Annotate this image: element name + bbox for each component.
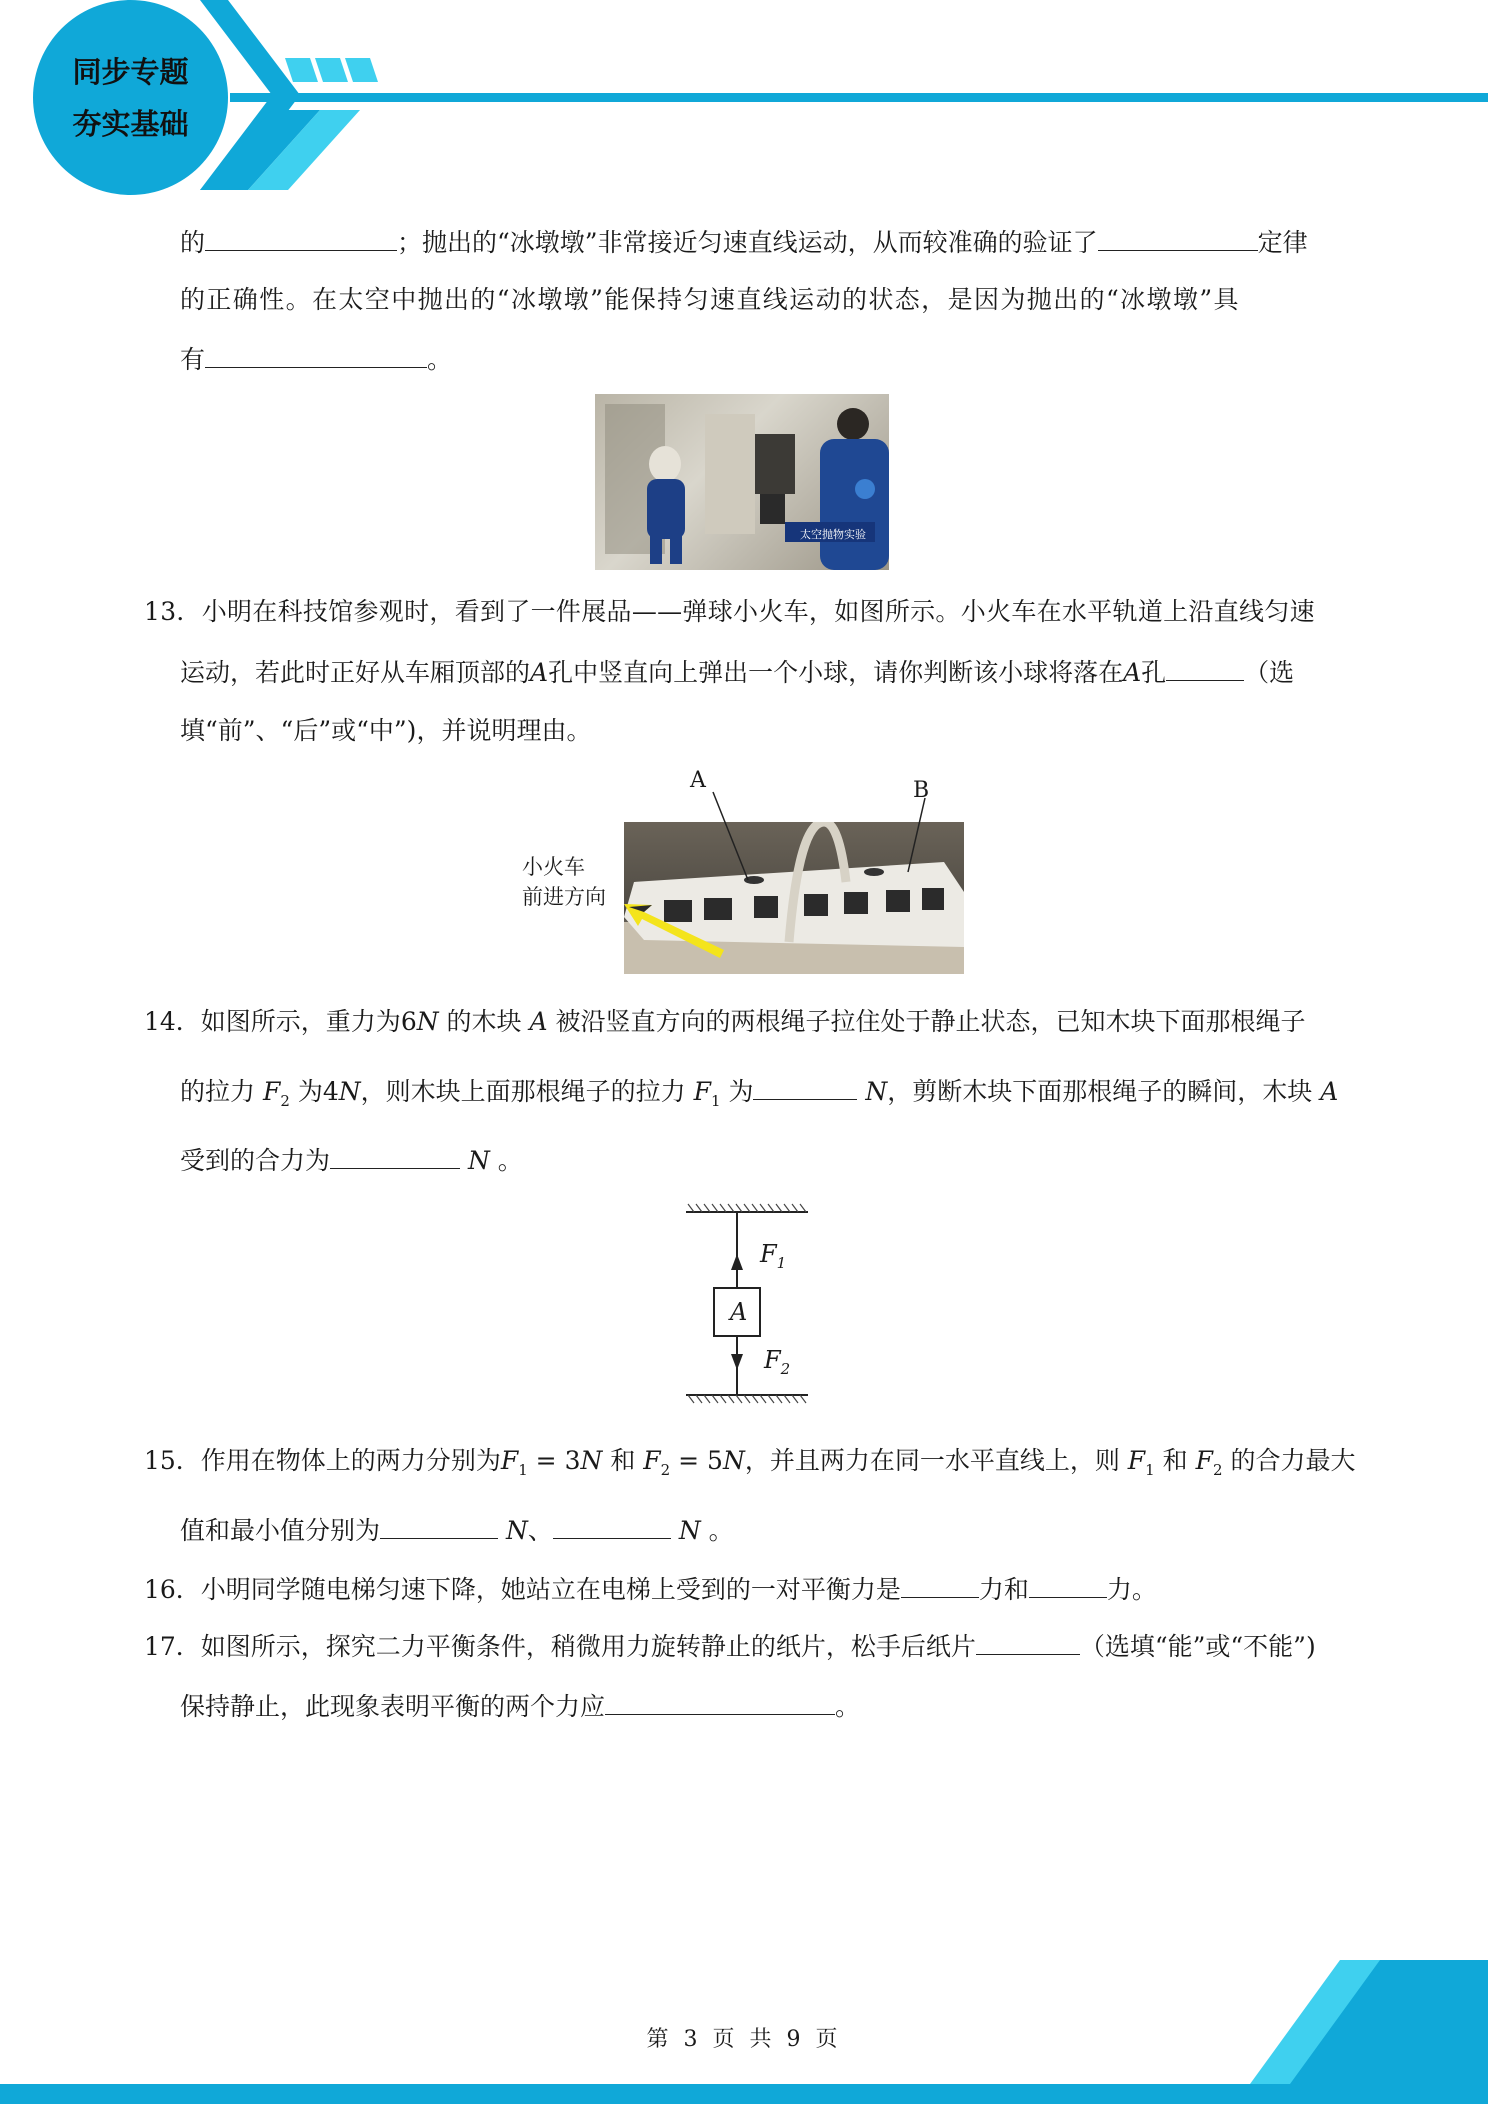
f2-label: $F_2$ xyxy=(764,1346,791,1378)
train-figure xyxy=(520,770,970,980)
answer-blank[interactable] xyxy=(553,1510,671,1539)
q14-line-2: 的拉力 $F_2$ 为4N，则木块上面那根绳子的拉力 $F_1$ 为 N，剪断木块下面那根绳子的瞬间，木块 A xyxy=(180,1071,1338,1121)
block-a-label: A xyxy=(730,1298,748,1326)
label-b: B xyxy=(913,778,930,803)
q12-line-3: 有 。 xyxy=(180,339,452,380)
answer-blank[interactable] xyxy=(1166,652,1244,681)
answer-blank[interactable] xyxy=(205,222,397,251)
force-diagram xyxy=(680,1200,820,1405)
answer-blank[interactable] xyxy=(1029,1569,1107,1598)
badge-line-1: 同步专题 xyxy=(72,54,189,89)
answer-blank[interactable] xyxy=(330,1140,460,1169)
q15-line-2: 值和最小值分别为 N、 N 。 xyxy=(180,1510,734,1551)
answer-blank[interactable] xyxy=(605,1686,835,1715)
answer-blank[interactable] xyxy=(205,339,427,368)
answer-blank[interactable] xyxy=(380,1510,498,1539)
answer-blank[interactable] xyxy=(1098,222,1258,251)
q12-line-1: 的 ；抛出的“冰墩墩”非常接近匀速直线运动，从而较准确的验证了 定律 xyxy=(180,222,1308,263)
q12-line-2: 的正确性。在太空中抛出的“冰墩墩”能保持匀速直线运动的状态，是因为抛出的“冰墩墩”具 xyxy=(180,285,1240,314)
badge-line-2: 夯实基础 xyxy=(72,106,189,141)
footer-banner xyxy=(0,1960,1488,2104)
section-badge xyxy=(33,0,228,195)
label-a: A xyxy=(690,768,706,793)
photo-caption: 太空抛物实验 xyxy=(800,528,866,541)
answer-blank[interactable] xyxy=(753,1071,857,1100)
q15-line-1: 15．作用在物体上的两力分别为$F_1 = 3N$ 和 $F_2 = 5N$，并且两力在同一水平直线上，则 $F_1$ 和 $F_2$ 的合力最大 xyxy=(144,1446,1356,1479)
q14-line-3: 受到的合力为 N 。 xyxy=(180,1140,523,1181)
page-number: 第 3 页 共 9 页 xyxy=(646,2027,842,2052)
q17-line-2: 保持静止，此现象表明平衡的两个力应 。 xyxy=(180,1686,860,1727)
space-station-photo xyxy=(595,394,889,570)
answer-blank[interactable] xyxy=(901,1569,979,1598)
train-direction-label: 小火车 前进方向 xyxy=(522,855,606,909)
q13-line-2: 运动，若此时正好从车厢顶部的A孔中竖直向上弹出一个小球，请你判断该小球将落在A孔 （选 xyxy=(180,652,1294,693)
q13-line-1: 13．小明在科技馆参观时，看到了一件展品——弹球小火车，如图所示。小火车在水平轨道上沿直线匀速 xyxy=(144,597,1315,626)
answer-blank[interactable] xyxy=(976,1626,1080,1655)
q16-line: 16．小明同学随电梯匀速下降，她站立在电梯上受到的一对平衡力是 力和 力。 xyxy=(144,1569,1157,1610)
q14-line-1: 14．如图所示，重力为6N 的木块 A 被沿竖直方向的两根绳子拉住处于静止状态，已知木块下面那根绳子 xyxy=(144,1007,1306,1036)
f1-label: $F_1$ xyxy=(760,1240,787,1272)
q13-line-3: 填“前”、“后”或“中”)，并说明理由。 xyxy=(180,716,592,745)
q17-line-1: 17．如图所示，探究二力平衡条件，稍微用力旋转静止的纸片，松手后纸片 （选填“能”或“不能”) xyxy=(144,1626,1316,1667)
